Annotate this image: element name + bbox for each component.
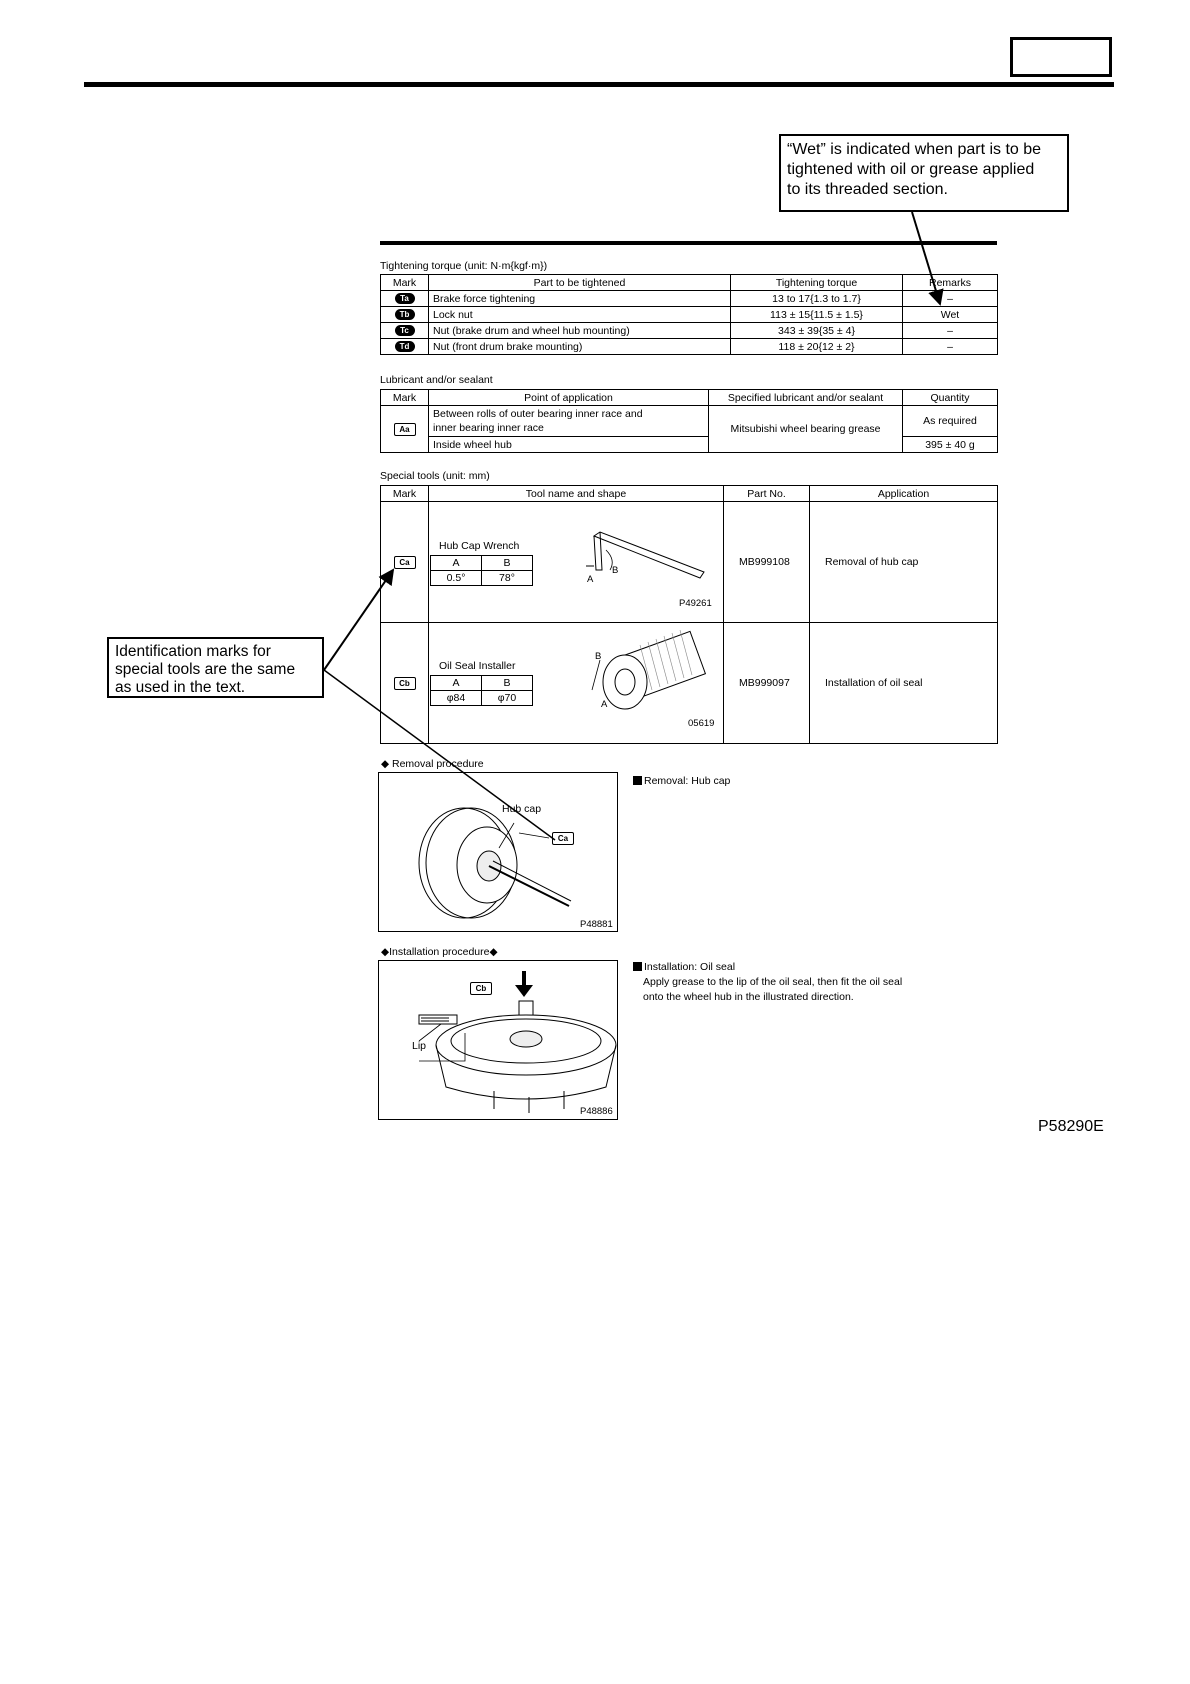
- dim-value: 78°: [482, 571, 533, 586]
- table-row: [381, 339, 998, 355]
- installation-heading: ◆Installation procedure◆: [381, 946, 498, 958]
- torque-mark-icon: Tb: [395, 309, 415, 320]
- remarks-cell: –: [903, 339, 998, 355]
- figure-number: P49261: [679, 598, 712, 609]
- header-cell: Specified lubricant and/or sealant: [709, 390, 903, 406]
- quantity-cell: As required: [903, 406, 998, 437]
- torque-mark-icon: Ta: [395, 293, 415, 304]
- table-row: [381, 437, 998, 453]
- tools-caption: Special tools (unit: mm): [380, 470, 490, 482]
- part-no-cell: MB999097: [724, 623, 810, 744]
- figure-number: P48886: [580, 1106, 613, 1117]
- point-cell: Inside wheel hub: [429, 437, 709, 453]
- lubricant-caption: Lubricant and/or sealant: [380, 374, 493, 386]
- header-cell: Tightening torque: [731, 275, 903, 291]
- tool-mark-icon: Cb: [470, 982, 492, 995]
- header-cell: Application: [810, 486, 998, 502]
- installation-note-line: Apply grease to the lip of the oil seal, then fit the oil seal: [643, 976, 903, 988]
- hub-cap-wrench-illustration: [580, 530, 730, 590]
- remarks-cell: –: [903, 323, 998, 339]
- tool-tag-b: B: [612, 565, 619, 576]
- tool-mark-icon: Ca: [552, 832, 574, 845]
- figure-number: 05619: [688, 718, 715, 729]
- header-cell: Part No.: [724, 486, 810, 502]
- tool-dimension-table: [430, 675, 533, 706]
- torque-caption: Tightening torque (unit: N·m{kgf·m}): [380, 260, 548, 272]
- dim-label: A: [431, 556, 482, 571]
- dim-label: A: [431, 676, 482, 691]
- removal-note-title: Removal: Hub cap: [633, 774, 730, 789]
- section-rule: [380, 241, 997, 245]
- tool-tag-a: A: [601, 699, 608, 710]
- dim-value: φ70: [482, 691, 533, 706]
- identification-callout-line: as used in the text.: [115, 679, 246, 696]
- part-cell: Nut (brake drum and wheel hub mounting): [429, 323, 731, 339]
- lubricant-cell: Mitsubishi wheel bearing grease: [709, 406, 903, 453]
- tool-mark-icon: Cb: [394, 677, 416, 690]
- remarks-cell: Wet: [903, 307, 998, 323]
- torque-mark-icon: Td: [395, 341, 415, 352]
- torque-cell: 113 ± 15{11.5 ± 1.5}: [731, 307, 903, 323]
- part-cell: Brake force tightening: [429, 291, 731, 307]
- tool-tag-b: B: [595, 651, 602, 662]
- hub-cap-label: Hub cap: [502, 803, 542, 815]
- table-row: [381, 291, 998, 307]
- table-row: [381, 406, 998, 437]
- tools-header-row: [381, 486, 998, 502]
- quantity-cell: 395 ± 40 g: [903, 437, 998, 453]
- header-cell: Point of application: [429, 390, 709, 406]
- torque-cell: 118 ± 20{12 ± 2}: [731, 339, 903, 355]
- header-cell: Mark: [381, 275, 429, 291]
- torque-table: [380, 274, 998, 355]
- header-cell: Remarks: [903, 275, 998, 291]
- oil-seal-installer-illustration: [590, 630, 720, 720]
- lip-label: Lip: [412, 1040, 427, 1052]
- removal-heading: ◆ Removal procedure: [381, 758, 484, 770]
- point-line: inner bearing inner race: [433, 422, 544, 434]
- hub-cap-removal-illustration: [379, 773, 617, 931]
- header-cell: Mark: [381, 390, 429, 406]
- lubricant-table: [380, 389, 998, 453]
- wet-callout-line: “Wet” is indicated when part is to be: [787, 141, 1042, 158]
- torque-mark-icon: Tc: [395, 325, 415, 336]
- dim-value: φ84: [431, 691, 482, 706]
- removal-figure: [378, 772, 618, 932]
- installation-note-line: onto the wheel hub in the illustrated direction.: [643, 991, 854, 1003]
- dim-label: B: [482, 556, 533, 571]
- header-cell: Quantity: [903, 390, 998, 406]
- header-cell: Tool name and shape: [429, 486, 724, 502]
- dim-value: 0.5°: [431, 571, 482, 586]
- torque-header-row: [381, 275, 998, 291]
- part-no-cell: MB999108: [724, 502, 810, 623]
- figure-number: P48881: [580, 919, 613, 930]
- identification-callout-line: special tools are the same: [115, 661, 296, 678]
- torque-cell: 13 to 17{1.3 to 1.7}: [731, 291, 903, 307]
- wet-callout-line: to its threaded section.: [787, 181, 948, 198]
- installation-note-title: Installation: Oil seal: [633, 960, 902, 975]
- application-cell: Removal of hub cap: [810, 502, 998, 623]
- remarks-cell: –: [903, 291, 998, 307]
- tool-name: Oil Seal Installer: [439, 660, 516, 672]
- application-cell: Installation of oil seal: [810, 623, 998, 744]
- header-cell: Part to be tightened: [429, 275, 731, 291]
- lubricant-header-row: [381, 390, 998, 406]
- header-cell: Mark: [381, 486, 429, 502]
- table-row: [381, 323, 998, 339]
- tool-name: Hub Cap Wrench: [439, 540, 520, 552]
- tool-tag-a: A: [587, 574, 594, 585]
- part-cell: Nut (front drum brake mounting): [429, 339, 731, 355]
- dim-label: B: [482, 676, 533, 691]
- point-line: Between rolls of outer bearing inner race and: [433, 408, 643, 420]
- figure-id: P58290E: [1038, 1118, 1104, 1135]
- lubricant-mark-icon: Aa: [394, 423, 416, 436]
- wet-callout-line: tightened with oil or grease applied: [787, 161, 1035, 178]
- installation-note: [633, 960, 902, 1005]
- torque-cell: 343 ± 39{35 ± 4}: [731, 323, 903, 339]
- part-cell: Lock nut: [429, 307, 731, 323]
- table-row: [381, 307, 998, 323]
- identification-callout-line: Identification marks for: [115, 643, 271, 660]
- tool-mark-icon: Ca: [394, 556, 416, 569]
- tool-dimension-table: [430, 555, 533, 586]
